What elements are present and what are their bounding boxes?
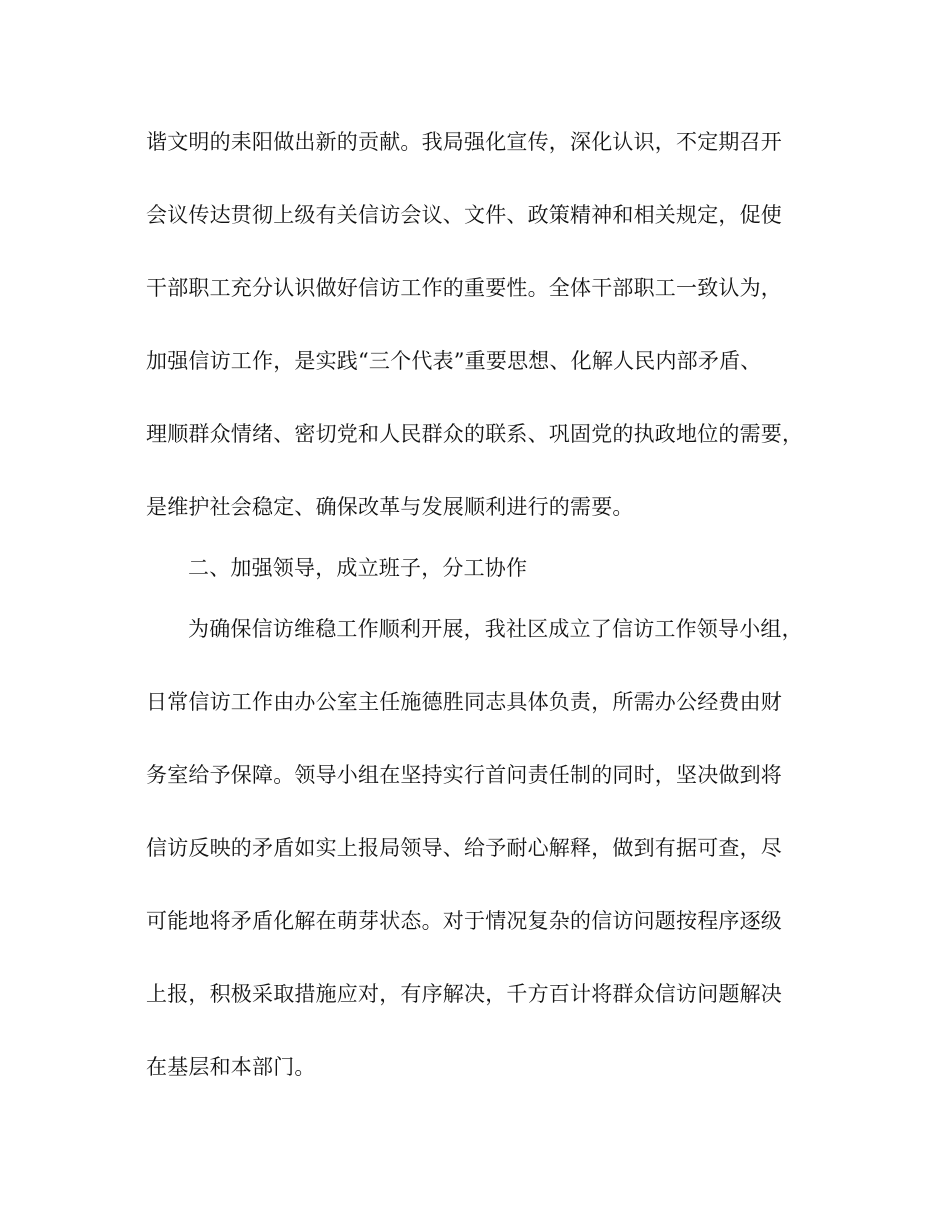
- paragraph-1-line-2: 会议传达贯彻上级有关信访会议、文件、政策精神和相关规定，促使: [146, 203, 782, 227]
- paragraph-2-line-4: 信访反映的矛盾如实上报局领导、给予耐心解释，做到有据可查，尽: [146, 836, 782, 860]
- paragraph-2-line-6: 上报，积极采取措施应对，有序解决，千方百计将群众信访问题解决: [146, 982, 782, 1006]
- paragraph-2-line-3: 务室给予保障。领导小组在坚持实行首问责任制的同时，坚决做到将: [146, 763, 782, 787]
- paragraph-1-line-1: 谐文明的耒阳做出新的贡献。我局强化宣传，深化认识，不定期召开: [146, 130, 782, 154]
- paragraph-1-line-5: 理顺群众情绪、密切党和人民群众的联系、巩固党的执政地位的需要，: [146, 422, 804, 446]
- paragraph-1-line-4: 加强信访工作，是实践“三个代表”重要思想、化解人民内部矛盾、: [146, 349, 762, 373]
- section-heading: 二、加强领导，成立班子，分工协作: [188, 556, 528, 580]
- paragraph-1-line-3: 干部职工充分认识做好信访工作的重要性。全体干部职工一致认为，: [146, 276, 782, 300]
- paragraph-2-line-7: 在基层和本部门。: [146, 1055, 316, 1079]
- paragraph-2-line-2: 日常信访工作由办公室主任施德胜同志具体负责，所需办公经费由财: [146, 690, 782, 714]
- paragraph-2-line-5: 可能地将矛盾化解在萌芽状态。对于情况复杂的信访问题按程序逐级: [146, 909, 782, 933]
- paragraph-1-line-6: 是维护社会稳定、确保改革与发展顺利进行的需要。: [146, 495, 634, 519]
- paragraph-2-line-1: 为确保信访维稳工作顺利开展，我社区成立了信访工作领导小组，: [188, 617, 803, 641]
